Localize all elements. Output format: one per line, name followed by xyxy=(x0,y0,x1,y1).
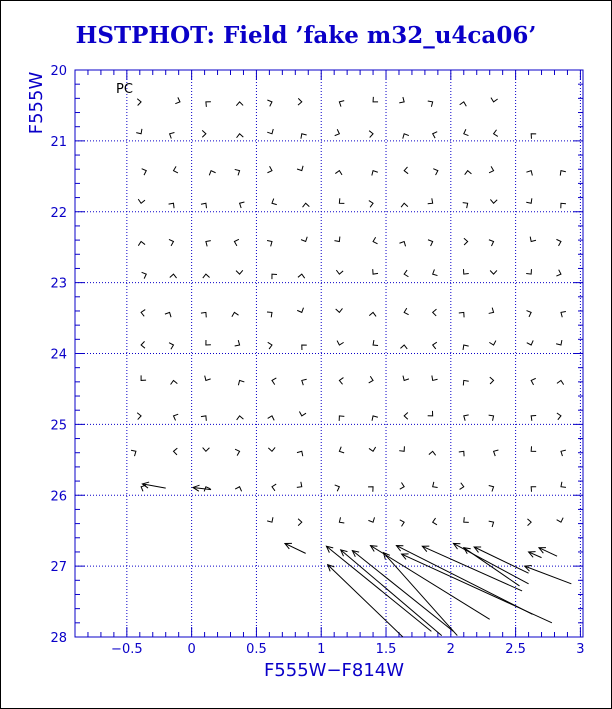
vector-mark xyxy=(236,102,243,106)
y-tick-label: 22 xyxy=(50,205,67,221)
vector-mark xyxy=(491,98,498,102)
vector-mark xyxy=(298,98,302,105)
vector-mark xyxy=(236,270,243,274)
vector-mark xyxy=(526,198,532,203)
long-vector-head xyxy=(370,546,377,552)
vector-mark xyxy=(429,451,436,455)
vector-mark xyxy=(489,240,494,246)
vector-mark xyxy=(490,270,497,274)
vector-mark xyxy=(556,239,561,245)
vector-mark xyxy=(339,447,344,453)
vector-mark xyxy=(238,380,244,385)
vector-mark xyxy=(372,416,378,421)
vector-mark xyxy=(165,312,171,317)
vector-mark xyxy=(302,345,307,350)
vector-mark xyxy=(272,484,276,491)
vector-mark xyxy=(298,519,302,526)
long-vector-line xyxy=(525,566,572,584)
x-tick-label: 2.5 xyxy=(505,642,526,657)
vector-mark xyxy=(272,274,277,279)
vector-mark xyxy=(399,446,404,451)
pc-annotation: PC xyxy=(116,82,133,97)
vector-mark xyxy=(368,517,374,522)
vector-mark xyxy=(561,311,566,317)
vector-mark xyxy=(489,308,494,314)
vector-mark xyxy=(369,447,376,451)
vector-mark xyxy=(235,487,241,492)
vector-mark xyxy=(460,483,464,490)
vector-mark xyxy=(235,449,240,456)
vector-mark xyxy=(428,411,433,416)
vector-mark xyxy=(235,169,240,175)
vector-mark xyxy=(464,238,468,245)
vector-mark xyxy=(489,521,494,527)
vector-mark xyxy=(267,312,272,317)
y-tick-label: 24 xyxy=(50,347,67,363)
vector-mark xyxy=(464,415,469,421)
vector-mark xyxy=(272,199,277,205)
vector-mark xyxy=(272,378,276,385)
vector-mark xyxy=(372,171,378,176)
vector-mark xyxy=(267,517,273,522)
vector-mark xyxy=(302,379,307,385)
vector-mark xyxy=(369,312,376,316)
vector-mark xyxy=(336,308,343,312)
vector-mark xyxy=(526,171,532,176)
vector-mark xyxy=(531,134,536,139)
vector-mark xyxy=(531,487,536,492)
vector-mark xyxy=(399,242,405,247)
vector-mark xyxy=(209,171,215,176)
vector-mark xyxy=(299,411,306,415)
vector-mark xyxy=(463,345,469,350)
vector-mark xyxy=(433,169,438,175)
y-tick-label: 27 xyxy=(50,560,67,576)
vector-mark xyxy=(170,274,177,278)
vector-mark xyxy=(267,129,273,134)
vector-mark xyxy=(459,312,464,317)
y-axis-label: F555W xyxy=(26,71,47,135)
vector-mark xyxy=(141,341,145,348)
vector-mark xyxy=(301,237,307,242)
vector-mark xyxy=(561,482,566,487)
vector-mark xyxy=(339,198,344,203)
long-vector-line xyxy=(370,546,489,620)
vector-mark xyxy=(531,378,536,384)
vector-mark xyxy=(301,134,307,139)
y-tick-label: 21 xyxy=(50,134,67,150)
vector-mark xyxy=(237,416,244,420)
vector-mark xyxy=(557,380,564,384)
vector-mark xyxy=(526,269,531,274)
vector-mark xyxy=(494,130,498,137)
y-tick-label: 26 xyxy=(50,489,67,505)
vector-mark xyxy=(170,132,175,138)
vector-mark xyxy=(369,376,373,383)
vector-mark xyxy=(137,99,141,106)
vector-mark xyxy=(173,414,178,420)
vector-mark xyxy=(404,412,408,419)
vector-mark xyxy=(334,237,339,242)
vector-mark xyxy=(335,485,340,491)
vector-mark xyxy=(428,198,433,203)
vector-mark xyxy=(201,416,206,421)
vector-marks xyxy=(131,97,566,527)
vector-mark xyxy=(297,308,303,313)
vector-mark xyxy=(464,129,469,135)
vector-mark xyxy=(433,342,437,349)
vector-mark xyxy=(460,102,467,106)
vector-mark xyxy=(142,169,147,175)
vector-mark xyxy=(463,269,468,274)
vector-mark xyxy=(335,171,342,175)
vector-mark xyxy=(463,380,468,385)
long-vector-line xyxy=(402,554,552,623)
y-tick-label: 23 xyxy=(50,276,67,292)
x-tick-label: 0.5 xyxy=(246,642,267,657)
vector-mark xyxy=(489,341,496,345)
vector-mark xyxy=(298,274,305,278)
vector-mark xyxy=(428,101,433,107)
vector-mark xyxy=(489,485,494,491)
vector-mark xyxy=(337,341,344,345)
vector-mark xyxy=(336,270,343,274)
vector-mark xyxy=(373,237,377,244)
axis-ticks xyxy=(50,64,584,657)
long-vector-line xyxy=(341,550,442,636)
vector-mark xyxy=(433,269,438,275)
vector-mark xyxy=(339,517,344,523)
vector-mark xyxy=(556,270,561,276)
vector-mark xyxy=(297,166,303,171)
vector-mark xyxy=(433,132,438,138)
vector-mark xyxy=(232,312,239,316)
vector-mark xyxy=(403,376,409,381)
vector-mark xyxy=(206,340,211,345)
vector-mark xyxy=(141,310,145,317)
vector-mark xyxy=(557,518,564,522)
vector-mark xyxy=(138,242,145,246)
x-tick-label: 1.5 xyxy=(375,642,397,657)
vector-mark xyxy=(404,308,408,315)
vector-mark xyxy=(339,378,343,385)
vector-mark xyxy=(131,450,136,456)
vector-mark xyxy=(403,134,409,139)
long-vector-line xyxy=(328,565,403,637)
x-axis-label: F555W−F814W xyxy=(263,660,405,681)
vector-mark xyxy=(201,312,206,317)
vector-mark xyxy=(169,343,173,350)
vector-mark xyxy=(432,375,438,380)
vector-mark xyxy=(459,451,464,456)
vector-mark xyxy=(561,450,566,456)
long-vector-marks xyxy=(142,482,571,637)
long-vector-line xyxy=(464,548,520,586)
vector-mark xyxy=(560,171,566,176)
vector-mark xyxy=(136,129,142,134)
vector-mark xyxy=(433,309,437,316)
x-tick-label: 2 xyxy=(446,642,455,657)
vector-mark xyxy=(339,101,344,107)
vector-mark xyxy=(240,202,245,208)
long-vector-line xyxy=(285,543,306,553)
vector-mark xyxy=(561,203,566,208)
vector-mark xyxy=(531,416,536,421)
vector-mark xyxy=(433,482,438,488)
vector-mark xyxy=(373,97,378,102)
x-tick-label: 1 xyxy=(317,642,326,657)
vector-mark xyxy=(489,166,493,173)
vector-mark xyxy=(267,100,272,106)
vector-mark xyxy=(557,413,561,420)
y-tick-label: 20 xyxy=(50,64,67,79)
vector-mark xyxy=(268,342,272,349)
vector-mark xyxy=(527,311,532,317)
vector-mark xyxy=(203,274,210,278)
long-vector-line xyxy=(383,553,457,636)
vector-mark xyxy=(399,97,404,103)
y-tick-label: 28 xyxy=(50,631,67,646)
vector-mark xyxy=(404,270,408,277)
vector-mark xyxy=(463,203,468,209)
vector-mark xyxy=(490,199,497,203)
vector-mark xyxy=(268,416,275,420)
vector-mark xyxy=(175,97,180,103)
vector-mark xyxy=(173,166,177,173)
vector-mark xyxy=(203,448,210,452)
vector-mark xyxy=(369,131,373,138)
vector-mark xyxy=(237,134,244,138)
vector-mark xyxy=(401,203,408,207)
vector-mark xyxy=(490,377,494,384)
vector-mark xyxy=(297,451,303,456)
chart-title: HSTPHOT: Field ’fake m32_u4ca06’ xyxy=(75,22,537,49)
vector-mark xyxy=(489,415,494,421)
vector-mark xyxy=(368,487,373,492)
vector-mark xyxy=(400,483,404,490)
long-vector-line xyxy=(352,551,453,632)
vector-mark xyxy=(141,375,146,380)
vector-mark xyxy=(335,129,340,135)
x-tick-label: −0.5 xyxy=(111,642,143,657)
vector-mark xyxy=(206,241,211,247)
vector-mark xyxy=(201,203,207,208)
x-tick-label: 3 xyxy=(576,642,585,657)
vector-mark xyxy=(339,416,344,421)
vector-mark xyxy=(173,448,177,455)
vector-mark xyxy=(267,241,272,247)
vector-mark xyxy=(234,239,239,246)
vector-mark xyxy=(428,240,433,246)
vector-mark xyxy=(465,171,472,175)
vector-mark xyxy=(373,340,378,345)
vector-mark xyxy=(268,447,275,451)
vector-mark xyxy=(206,102,211,107)
vector-mark xyxy=(464,517,469,522)
vector-mark xyxy=(527,519,531,526)
vector-mark xyxy=(494,450,499,456)
vector-mark xyxy=(137,413,141,420)
vector-mark xyxy=(527,340,533,345)
vector-mark xyxy=(303,203,310,207)
vector-mark xyxy=(530,237,536,242)
vector-mark xyxy=(235,340,240,346)
long-vector-line xyxy=(539,548,557,557)
vector-mark xyxy=(205,376,211,381)
vector-mark xyxy=(400,345,407,349)
vector-mark xyxy=(400,520,404,527)
vector-mark xyxy=(142,272,147,278)
vector-mark xyxy=(267,166,272,172)
vector-mark xyxy=(433,518,437,525)
vector-mark xyxy=(202,130,206,137)
vector-mark xyxy=(404,167,408,174)
vector-mark xyxy=(531,446,536,451)
vector-mark xyxy=(369,201,373,208)
vector-mark xyxy=(138,199,145,203)
vector-mark xyxy=(373,269,378,274)
y-tick-label: 25 xyxy=(50,418,67,434)
vector-mark xyxy=(171,380,178,384)
x-tick-label: 0 xyxy=(187,642,196,657)
vector-mark xyxy=(556,340,562,345)
vector-mark xyxy=(169,239,174,245)
vector-mark xyxy=(169,203,174,208)
vector-mark xyxy=(297,482,302,488)
